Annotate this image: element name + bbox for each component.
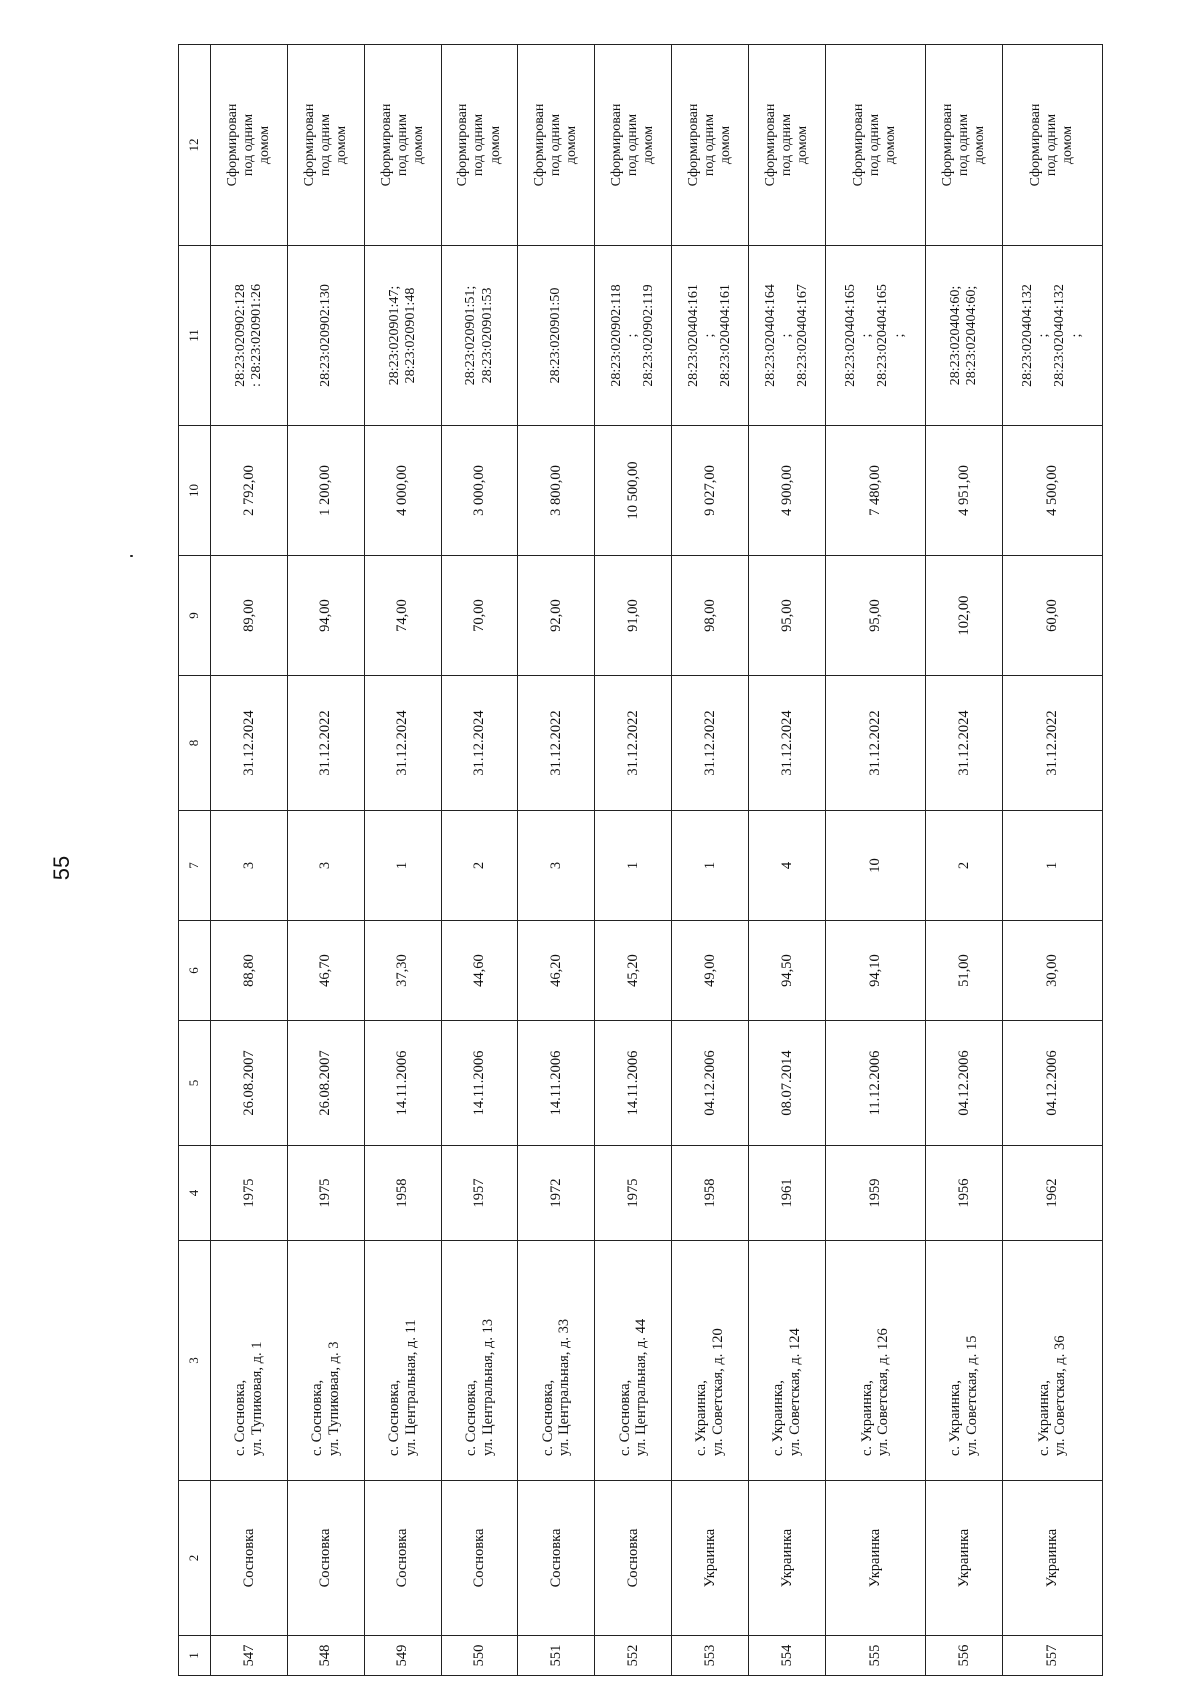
build-year-cell: 1972: [518, 1146, 595, 1241]
cadastral-cell-line: 28:23:020902:119: [641, 284, 657, 387]
cadastral-cell-line: 28:23:020404:165: [875, 284, 891, 387]
settlement-cell: Украинка: [749, 1481, 826, 1636]
area-cell: 46,20: [518, 921, 595, 1021]
status-cell-line: Сформирован: [762, 103, 778, 187]
status-cell-line: домом: [1060, 125, 1076, 165]
address-line: с. Украинка,: [770, 1380, 787, 1456]
wear-cell: 98,00: [672, 556, 749, 676]
address-line: ул. Центральная, д. 33: [556, 1318, 573, 1456]
address-line: ул. Советская, д. 120: [710, 1328, 727, 1456]
wear-cell: 60,00: [1002, 556, 1102, 676]
table-row: [287, 45, 364, 1676]
status-cell-line: под одним: [471, 113, 487, 177]
row-number-cell: 551: [518, 1636, 595, 1676]
cadastral-cell-line: ;: [1036, 333, 1052, 338]
column-number: 5: [179, 1021, 211, 1146]
row-number-cell: 555: [825, 1636, 925, 1676]
wear-cell: 91,00: [595, 556, 672, 676]
status-cell-line: Сформирован: [851, 103, 867, 187]
land-area-cell: 4 500,00: [1002, 426, 1102, 556]
status-cell-line: под одним: [778, 113, 794, 177]
land-area-cell: 4 951,00: [925, 426, 1002, 556]
area-cell: 30,00: [1002, 921, 1102, 1021]
deadline-cell: 31.12.2022: [672, 676, 749, 811]
address-line: ул. Центральная, д. 13: [479, 1318, 496, 1456]
cadastral-cell-line: 28:23:020404:164: [762, 284, 778, 387]
settlement-cell: Сосновка: [518, 1481, 595, 1636]
table-row: [595, 45, 672, 1676]
address-line: с. Сосновка,: [616, 1379, 633, 1456]
status-cell: [595, 45, 672, 246]
column-number: 2: [179, 1481, 211, 1636]
status-cell-line: домом: [256, 125, 272, 165]
cadastral-cell: [211, 246, 288, 426]
address-line: с. Украинка,: [693, 1380, 710, 1456]
cadastral-cell-line: 28:23:020901:50: [548, 287, 564, 384]
status-cell-line: под одним: [867, 113, 883, 177]
land-area-cell: 3 800,00: [518, 426, 595, 556]
cadastral-cell: [1002, 246, 1102, 426]
status-cell: [287, 45, 364, 246]
wear-cell: 74,00: [364, 556, 441, 676]
address-line: с. Украинка,: [1035, 1380, 1052, 1456]
deadline-cell: 31.12.2024: [441, 676, 518, 811]
build-year-cell: 1975: [211, 1146, 288, 1241]
status-cell-line: домом: [718, 125, 734, 165]
deadline-cell: 31.12.2022: [825, 676, 925, 811]
status-cell-line: Сформирован: [455, 103, 471, 187]
residents-cell: 3: [287, 811, 364, 921]
cadastral-cell-line: 28:23:020404:161: [718, 284, 734, 387]
column-number: 9: [179, 556, 211, 676]
build-year-cell: 1956: [925, 1146, 1002, 1241]
row-number-cell: 554: [749, 1636, 826, 1676]
address-line: ул. Советская, д. 15: [963, 1335, 980, 1456]
emergency-date-cell: 04.12.2006: [672, 1021, 749, 1146]
build-year-cell: 1962: [1002, 1146, 1102, 1241]
address-line: с. Сосновка,: [539, 1379, 556, 1456]
area-cell: 94,10: [825, 921, 925, 1021]
settlement-cell: Украинка: [672, 1481, 749, 1636]
row-number-cell: 557: [1002, 1636, 1102, 1676]
table-row: [749, 45, 826, 1676]
cadastral-cell-line: ;: [702, 333, 718, 338]
cadastral-cell-line: 28:23:020404:167: [794, 284, 810, 387]
build-year-cell: 1975: [287, 1146, 364, 1241]
cadastral-cell: [518, 246, 595, 426]
area-cell: 94,50: [749, 921, 826, 1021]
settlement-cell: Украинка: [825, 1481, 925, 1636]
table-row: [1002, 45, 1102, 1676]
status-cell-line: под одним: [702, 113, 718, 177]
build-year-cell: 1959: [825, 1146, 925, 1241]
residents-cell: 3: [211, 811, 288, 921]
row-number-cell: 548: [287, 1636, 364, 1676]
area-cell: 46,70: [287, 921, 364, 1021]
address-line: с. Украинка,: [858, 1380, 875, 1456]
area-cell: 37,30: [364, 921, 441, 1021]
address-line: ул. Центральная, д. 11: [402, 1319, 419, 1456]
area-cell: 88,80: [211, 921, 288, 1021]
table-row: [441, 45, 518, 1676]
settlement-cell: Украинка: [925, 1481, 1002, 1636]
column-number: 4: [179, 1146, 211, 1241]
status-cell: [441, 45, 518, 246]
status-cell-line: домом: [487, 125, 503, 165]
table-row: [925, 45, 1002, 1676]
cadastral-cell: [364, 246, 441, 426]
land-area-cell: 4 900,00: [749, 426, 826, 556]
address-cell: [1002, 1241, 1102, 1481]
status-cell-line: Сформирован: [1028, 103, 1044, 187]
column-number: 10: [179, 426, 211, 556]
address-cell: [749, 1241, 826, 1481]
address-cell: [925, 1241, 1002, 1481]
deadline-cell: 31.12.2022: [1002, 676, 1102, 811]
cadastral-cell-line: ;: [778, 333, 794, 338]
cadastral-cell-line: 28:23:020404:132: [1020, 284, 1036, 387]
wear-cell: 95,00: [825, 556, 925, 676]
status-cell: [364, 45, 441, 246]
land-area-cell: 2 792,00: [211, 426, 288, 556]
cadastral-cell-line: 28:23:020404:60;: [963, 285, 979, 386]
cadastral-cell: [287, 246, 364, 426]
status-cell-line: домом: [641, 125, 657, 165]
status-cell-line: домом: [333, 125, 349, 165]
cadastral-cell-line: 28:23:020901:51;: [463, 285, 479, 386]
status-cell-line: под одним: [548, 113, 564, 177]
cadastral-cell-line: 28:23:020901:47;: [386, 285, 402, 386]
address-line: ул. Центральная, д. 44: [633, 1318, 650, 1456]
residents-cell: 4: [749, 811, 826, 921]
status-cell: [1002, 45, 1102, 246]
status-cell-line: Сформирован: [609, 103, 625, 187]
residents-cell: 3: [518, 811, 595, 921]
scan-speck: [130, 555, 133, 557]
land-area-cell: 3 000,00: [441, 426, 518, 556]
table-row: [672, 45, 749, 1676]
table-row: [825, 45, 925, 1676]
settlement-cell: Сосновка: [595, 1481, 672, 1636]
address-cell: [518, 1241, 595, 1481]
settlement-cell: Украинка: [1002, 1481, 1102, 1636]
status-cell: [672, 45, 749, 246]
build-year-cell: 1975: [595, 1146, 672, 1241]
settlement-cell: Сосновка: [364, 1481, 441, 1636]
wear-cell: 95,00: [749, 556, 826, 676]
row-number-cell: 547: [211, 1636, 288, 1676]
address-line: с. Украинка,: [947, 1380, 964, 1456]
column-number: 1: [179, 1636, 211, 1676]
row-number-cell: 556: [925, 1636, 1002, 1676]
residents-cell: 1: [1002, 811, 1102, 921]
status-cell-line: Сформирован: [939, 103, 955, 187]
cadastral-cell-line: 28:23:020901:53: [479, 287, 495, 384]
status-cell-line: под одним: [625, 113, 641, 177]
address-line: ул. Советская, д. 126: [875, 1328, 892, 1456]
cadastral-cell-line: 28:23:020404:161: [685, 284, 701, 387]
cadastral-cell-line: 28:23:020901:48: [402, 287, 418, 384]
emergency-date-cell: 11.12.2006: [825, 1021, 925, 1146]
address-line: с. Сосновка,: [232, 1379, 249, 1456]
status-cell-line: Сформирован: [532, 103, 548, 187]
emergency-date-cell: 04.12.2006: [925, 1021, 1002, 1146]
emergency-date-cell: 04.12.2006: [1002, 1021, 1102, 1146]
build-year-cell: 1958: [672, 1146, 749, 1241]
emergency-date-cell: 26.08.2007: [211, 1021, 288, 1146]
address-cell: [287, 1241, 364, 1481]
column-number: 6: [179, 921, 211, 1021]
deadline-cell: 31.12.2024: [364, 676, 441, 811]
wear-cell: 94,00: [287, 556, 364, 676]
status-cell-line: Сформирован: [685, 103, 701, 187]
cadastral-cell: [925, 246, 1002, 426]
cadastral-cell-line: 28:23:020902:118: [609, 284, 625, 387]
table-row: [364, 45, 441, 1676]
residents-cell: 1: [595, 811, 672, 921]
settlement-cell: Сосновка: [287, 1481, 364, 1636]
deadline-cell: 31.12.2022: [595, 676, 672, 811]
cadastral-cell: [825, 246, 925, 426]
cadastral-cell: [672, 246, 749, 426]
status-cell-line: домом: [971, 125, 987, 165]
deadline-cell: 31.12.2022: [518, 676, 595, 811]
wear-cell: 89,00: [211, 556, 288, 676]
status-cell-line: домом: [794, 125, 810, 165]
cadastral-cell: [595, 246, 672, 426]
status-cell-line: домом: [410, 125, 426, 165]
status-cell: [825, 45, 925, 246]
emergency-date-cell: 26.08.2007: [287, 1021, 364, 1146]
land-area-cell: 9 027,00: [672, 426, 749, 556]
wear-cell: 102,00: [925, 556, 1002, 676]
row-number-cell: 552: [595, 1636, 672, 1676]
status-cell: [211, 45, 288, 246]
address-line: ул. Советская, д. 124: [786, 1328, 803, 1456]
settlement-cell: Сосновка: [441, 1481, 518, 1636]
address-cell: [825, 1241, 925, 1481]
residents-cell: 2: [441, 811, 518, 921]
area-cell: 45,20: [595, 921, 672, 1021]
land-area-cell: 7 480,00: [825, 426, 925, 556]
deadline-cell: 31.12.2024: [211, 676, 288, 811]
status-cell-line: под одним: [955, 113, 971, 177]
address-line: с. Сосновка,: [462, 1379, 479, 1456]
cadastral-cell-line: ;: [891, 333, 907, 338]
deadline-cell: 31.12.2024: [925, 676, 1002, 811]
page-number: 55: [49, 855, 74, 881]
cadastral-cell-line: 28:23:020404:132: [1052, 284, 1068, 387]
wear-cell: 70,00: [441, 556, 518, 676]
land-area-cell: 4 000,00: [364, 426, 441, 556]
cadastral-cell-line: ;: [625, 333, 641, 338]
area-cell: 49,00: [672, 921, 749, 1021]
address-cell: [672, 1241, 749, 1481]
cadastral-cell-line: ;: [859, 333, 875, 338]
status-cell-line: Сформирован: [301, 103, 317, 187]
column-number: 11: [179, 246, 211, 426]
address-line: с. Сосновка,: [385, 1379, 402, 1456]
cadastral-cell-line: 28:23:020404:60;: [947, 285, 963, 386]
housing-registry-table: [178, 44, 1103, 1676]
deadline-cell: 31.12.2022: [287, 676, 364, 811]
cadastral-cell: [749, 246, 826, 426]
cadastral-cell-line: 28:23:020902:128: [232, 284, 248, 387]
column-number: 8: [179, 676, 211, 811]
status-cell-line: Сформирован: [224, 103, 240, 187]
build-year-cell: 1961: [749, 1146, 826, 1241]
address-cell: [595, 1241, 672, 1481]
address-line: ул. Тупиковая, д. 3: [325, 1341, 342, 1456]
cadastral-cell-line: ;: [1068, 333, 1084, 338]
column-number: 7: [179, 811, 211, 921]
emergency-date-cell: 14.11.2006: [364, 1021, 441, 1146]
residents-cell: 1: [672, 811, 749, 921]
wear-cell: 92,00: [518, 556, 595, 676]
area-cell: 51,00: [925, 921, 1002, 1021]
residents-cell: 10: [825, 811, 925, 921]
address-line: с. Сосновка,: [309, 1379, 326, 1456]
emergency-date-cell: 08.07.2014: [749, 1021, 826, 1146]
emergency-date-cell: 14.11.2006: [595, 1021, 672, 1146]
row-number-cell: 553: [672, 1636, 749, 1676]
cadastral-cell-line: : 28:23:020901:26: [248, 283, 264, 388]
status-cell-line: под одним: [317, 113, 333, 177]
status-cell-line: Сформирован: [378, 103, 394, 187]
column-number: 12: [179, 45, 211, 246]
row-number-cell: 549: [364, 1636, 441, 1676]
status-cell-line: под одним: [240, 113, 256, 177]
cadastral-cell: [441, 246, 518, 426]
land-area-cell: 10 500,00: [595, 426, 672, 556]
cadastral-cell-line: 28:23:020902:130: [317, 284, 333, 387]
residents-cell: 1: [364, 811, 441, 921]
table-body: [179, 45, 1103, 1676]
status-cell: [749, 45, 826, 246]
area-cell: 44,60: [441, 921, 518, 1021]
deadline-cell: 31.12.2024: [749, 676, 826, 811]
address-line: ул. Советская, д. 36: [1052, 1335, 1069, 1456]
rotated-table-container: [178, 45, 1103, 1676]
status-cell-line: под одним: [1044, 113, 1060, 177]
status-cell: [925, 45, 1002, 246]
residents-cell: 2: [925, 811, 1002, 921]
column-number-row: [179, 45, 211, 1676]
address-cell: [364, 1241, 441, 1481]
emergency-date-cell: 14.11.2006: [441, 1021, 518, 1146]
build-year-cell: 1958: [364, 1146, 441, 1241]
row-number-cell: 550: [441, 1636, 518, 1676]
address-line: ул. Тупиковая, д. 1: [248, 1341, 265, 1456]
build-year-cell: 1957: [441, 1146, 518, 1241]
table-row: [211, 45, 288, 1676]
address-cell: [211, 1241, 288, 1481]
emergency-date-cell: 14.11.2006: [518, 1021, 595, 1146]
address-cell: [441, 1241, 518, 1481]
table-row: [518, 45, 595, 1676]
column-number: 3: [179, 1241, 211, 1481]
cadastral-cell-line: 28:23:020404:165: [843, 284, 859, 387]
status-cell-line: под одним: [394, 113, 410, 177]
status-cell-line: домом: [883, 125, 899, 165]
settlement-cell: Сосновка: [211, 1481, 288, 1636]
status-cell: [518, 45, 595, 246]
land-area-cell: 1 200,00: [287, 426, 364, 556]
status-cell-line: домом: [564, 125, 580, 165]
table-frame: [178, 45, 1103, 1676]
